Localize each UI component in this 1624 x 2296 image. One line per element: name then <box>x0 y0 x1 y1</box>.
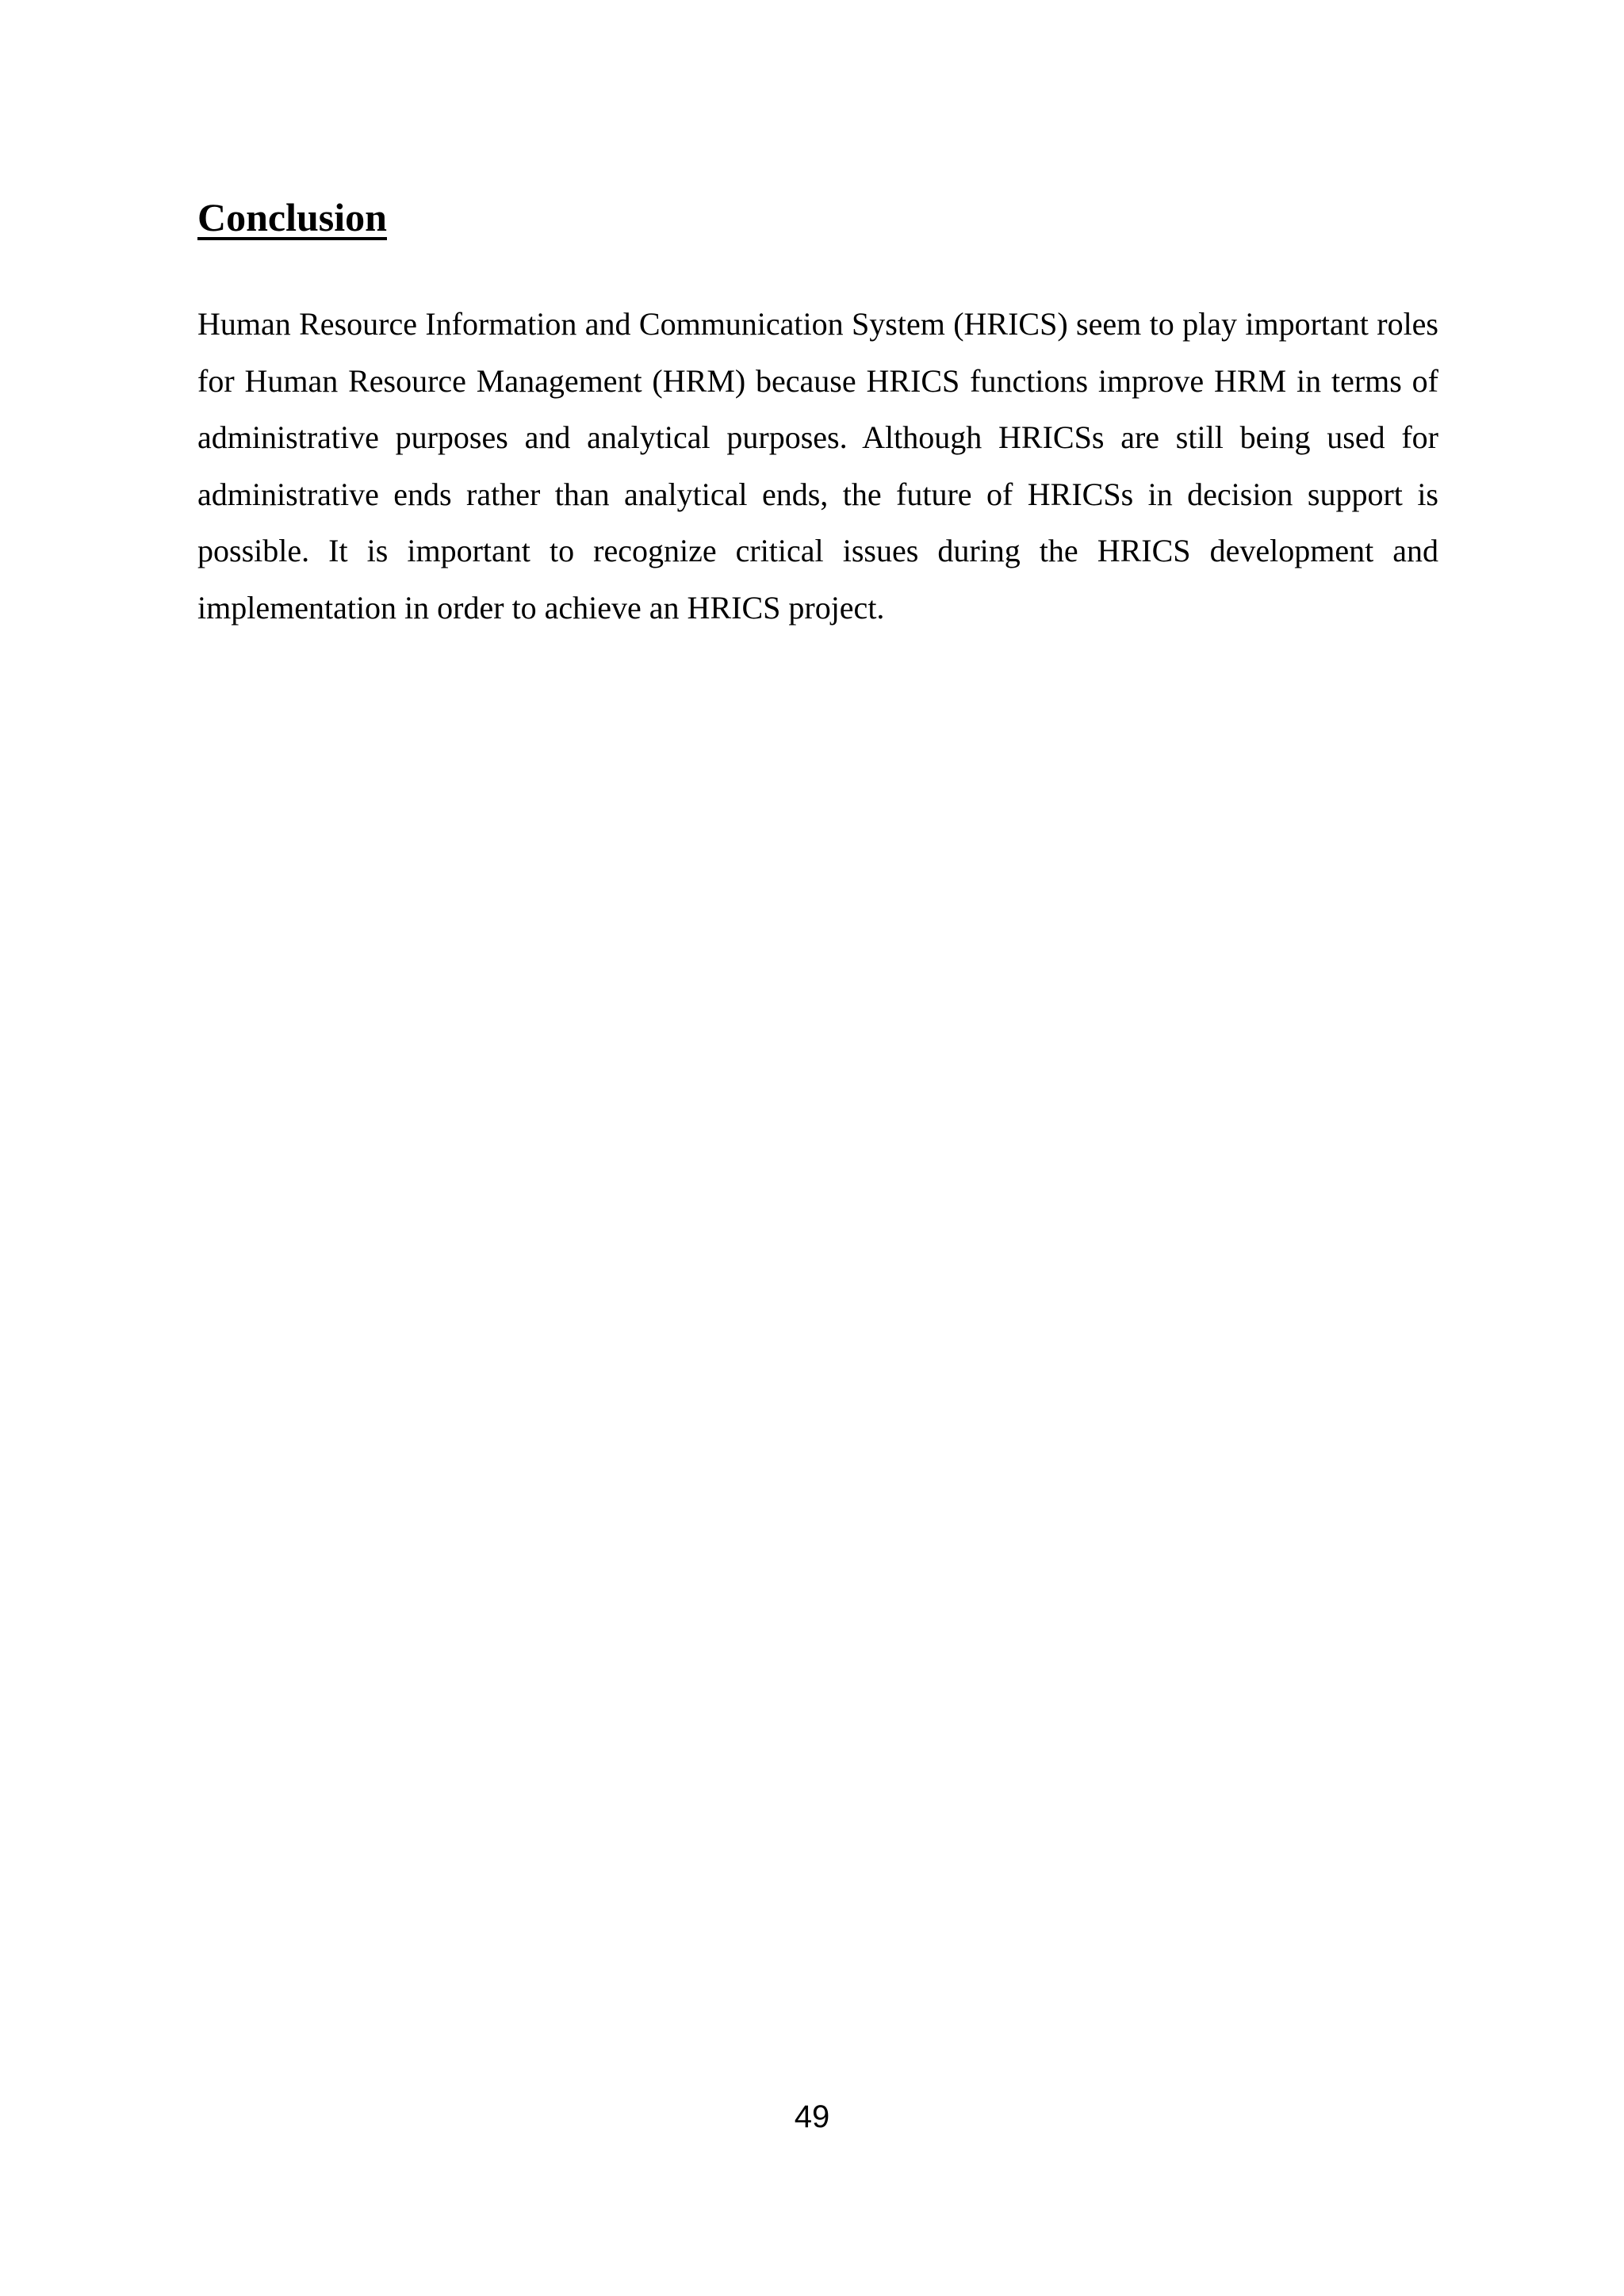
page-number: 49 <box>794 2099 830 2134</box>
section-heading: Conclusion <box>197 195 387 239</box>
conclusion-paragraph: Human Resource Information and Communication System (HRICS) seem to play important roles for Human Resource Management (HRM) because HRICS functions improve HRM in terms of administrative purposes and analytical purposes. Although HRICSs are still being used for administrative ends rather than analytical ends, the future of HRICSs in decision support is possible. It is important to recognize critical issues during the HRICS development and implementation in order to achieve an HRICS project. <box>197 306 1438 626</box>
